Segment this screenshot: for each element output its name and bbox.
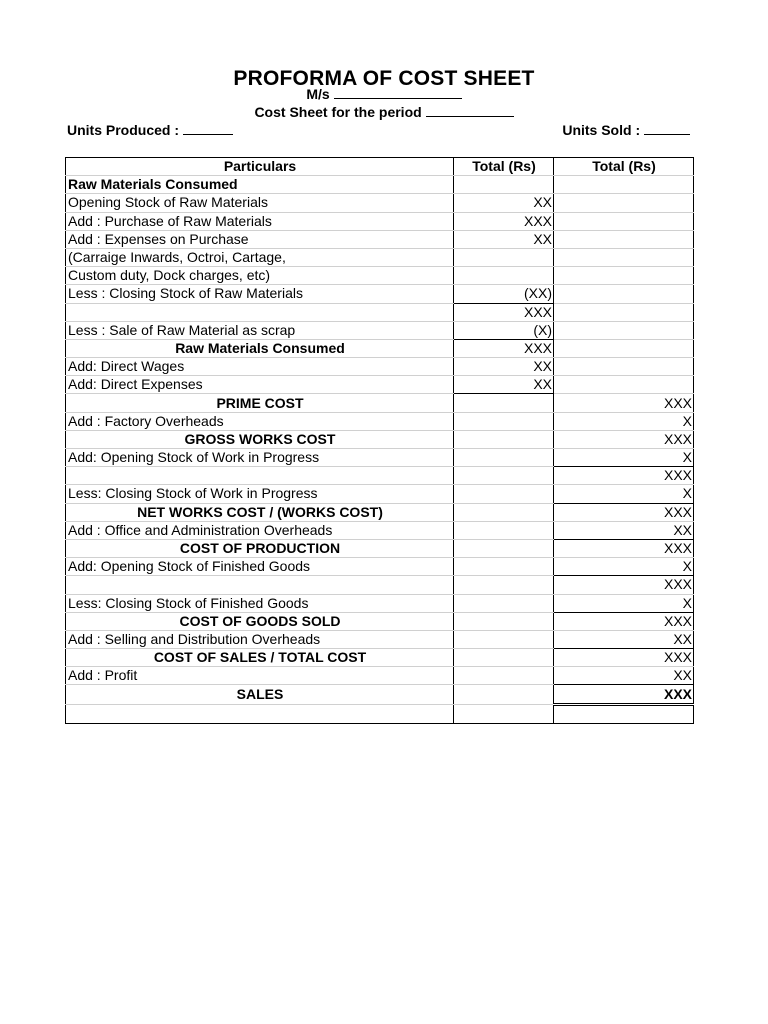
total-2-cell: XX	[554, 667, 694, 685]
total-2-cell: XXX	[554, 685, 694, 704]
table-row	[66, 176, 694, 194]
ms-label: M/s	[306, 86, 330, 102]
total-1-cell: XX	[454, 376, 554, 394]
total-1-cell: (X)	[454, 321, 554, 339]
total-2-cell: X	[554, 485, 694, 503]
table-row	[66, 685, 694, 704]
particulars-cell: COST OF PRODUCTION	[66, 539, 454, 557]
total-1-cell	[454, 612, 554, 630]
total-2-cell	[554, 230, 694, 248]
table-row	[66, 430, 694, 448]
particulars-cell	[66, 467, 454, 485]
particulars-cell: Less : Sale of Raw Material as scrap	[66, 321, 454, 339]
total-1-cell	[454, 685, 554, 704]
particulars-cell: Add : Profit	[66, 667, 454, 685]
total-1-cell	[454, 503, 554, 521]
units-sold	[562, 121, 690, 139]
total-2-cell: XXX	[554, 612, 694, 630]
total-2-cell: X	[554, 594, 694, 612]
header-total-1: Total (Rs)	[454, 158, 554, 176]
table-row	[66, 704, 694, 723]
total-2-cell	[554, 303, 694, 321]
ms-blank-line	[334, 86, 462, 99]
period-label: Cost Sheet for the period	[254, 104, 422, 120]
particulars-cell: Opening Stock of Raw Materials	[66, 194, 454, 212]
particulars-cell: Add : Factory Overheads	[66, 412, 454, 430]
particulars-cell: SALES	[66, 685, 454, 704]
table-row	[66, 285, 694, 303]
particulars-cell: Add: Direct Wages	[66, 358, 454, 376]
total-1-cell	[454, 649, 554, 667]
particulars-cell: Add: Opening Stock of Work in Progress	[66, 449, 454, 467]
total-2-cell: XXX	[554, 503, 694, 521]
table-row	[66, 449, 694, 467]
particulars-cell: COST OF SALES / TOTAL COST	[66, 649, 454, 667]
table-row	[66, 212, 694, 230]
header-total-2: Total (Rs)	[554, 158, 694, 176]
total-2-cell	[554, 267, 694, 285]
particulars-cell: Raw Materials Consumed	[66, 339, 454, 357]
table-row	[66, 358, 694, 376]
total-1-cell	[454, 248, 554, 266]
units-sold-blank-line	[644, 122, 690, 135]
total-1-cell	[454, 521, 554, 539]
particulars-cell	[66, 576, 454, 594]
total-2-cell	[554, 285, 694, 303]
total-2-cell: XXX	[554, 576, 694, 594]
total-2-cell	[554, 704, 694, 723]
total-2-cell: XXX	[554, 649, 694, 667]
total-1-cell	[454, 704, 554, 723]
table-row	[66, 503, 694, 521]
units-produced-blank-line	[183, 122, 233, 135]
total-1-cell	[454, 412, 554, 430]
particulars-cell: Less : Closing Stock of Raw Materials	[66, 285, 454, 303]
table-row	[66, 576, 694, 594]
total-1-cell: (XX)	[454, 285, 554, 303]
table-row	[66, 321, 694, 339]
period-line	[0, 103, 768, 121]
table-row	[66, 230, 694, 248]
particulars-cell: Add : Expenses on Purchase	[66, 230, 454, 248]
total-1-cell	[454, 449, 554, 467]
total-1-cell: XXX	[454, 212, 554, 230]
total-1-cell	[454, 267, 554, 285]
total-1-cell: XXX	[454, 303, 554, 321]
particulars-cell: Custom duty, Dock charges, etc)	[66, 267, 454, 285]
table-header-row	[66, 158, 694, 176]
total-1-cell	[454, 430, 554, 448]
total-1-cell	[454, 558, 554, 576]
total-2-cell	[554, 321, 694, 339]
total-2-cell	[554, 358, 694, 376]
particulars-cell: Add : Purchase of Raw Materials	[66, 212, 454, 230]
total-1-cell	[454, 539, 554, 557]
particulars-cell: Less: Closing Stock of Finished Goods	[66, 594, 454, 612]
table-row	[66, 303, 694, 321]
total-1-cell: XX	[454, 230, 554, 248]
particulars-cell: Raw Materials Consumed	[66, 176, 454, 194]
table-row	[66, 376, 694, 394]
particulars-cell: GROSS WORKS COST	[66, 430, 454, 448]
particulars-cell	[66, 303, 454, 321]
total-2-cell	[554, 194, 694, 212]
cost-sheet-table	[65, 157, 694, 724]
total-2-cell: XX	[554, 521, 694, 539]
total-1-cell: XX	[454, 358, 554, 376]
table-row	[66, 267, 694, 285]
total-2-cell: XXX	[554, 539, 694, 557]
period-blank-line	[426, 104, 514, 117]
units-sold-label: Units Sold :	[562, 122, 641, 138]
table-row	[66, 630, 694, 648]
total-2-cell	[554, 339, 694, 357]
total-2-cell: XX	[554, 630, 694, 648]
table-row	[66, 594, 694, 612]
total-2-cell	[554, 376, 694, 394]
table-row	[66, 394, 694, 412]
header-particulars: Particulars	[66, 158, 454, 176]
table-row	[66, 412, 694, 430]
total-2-cell: XXX	[554, 467, 694, 485]
particulars-cell: PRIME COST	[66, 394, 454, 412]
table-row	[66, 649, 694, 667]
particulars-cell: NET WORKS COST / (WORKS COST)	[66, 503, 454, 521]
total-2-cell: XXX	[554, 394, 694, 412]
table-row	[66, 339, 694, 357]
total-1-cell	[454, 630, 554, 648]
total-1-cell	[454, 176, 554, 194]
total-1-cell	[454, 594, 554, 612]
table-row	[66, 194, 694, 212]
table-row	[66, 558, 694, 576]
table-row	[66, 521, 694, 539]
particulars-cell: (Carraige Inwards, Octroi, Cartage,	[66, 248, 454, 266]
particulars-cell: Add : Selling and Distribution Overheads	[66, 630, 454, 648]
units-produced	[67, 121, 233, 139]
total-2-cell: XXX	[554, 430, 694, 448]
total-1-cell	[454, 485, 554, 503]
units-produced-label: Units Produced :	[67, 122, 180, 138]
particulars-cell	[66, 704, 454, 723]
particulars-cell: Add : Office and Administration Overheads	[66, 521, 454, 539]
total-1-cell: XXX	[454, 339, 554, 357]
total-1-cell	[454, 576, 554, 594]
total-1-cell: XX	[454, 194, 554, 212]
total-1-cell	[454, 667, 554, 685]
table-row	[66, 612, 694, 630]
table-row	[66, 667, 694, 685]
total-2-cell	[554, 176, 694, 194]
table-row	[66, 485, 694, 503]
table-row	[66, 539, 694, 557]
particulars-cell: COST OF GOODS SOLD	[66, 612, 454, 630]
total-1-cell	[454, 394, 554, 412]
ms-line	[0, 85, 768, 103]
table-row	[66, 467, 694, 485]
particulars-cell: Less: Closing Stock of Work in Progress	[66, 485, 454, 503]
particulars-cell: Add: Direct Expenses	[66, 376, 454, 394]
table-row	[66, 248, 694, 266]
total-2-cell	[554, 248, 694, 266]
total-2-cell: X	[554, 412, 694, 430]
page-title: PROFORMA OF COST SHEET	[233, 67, 535, 86]
total-2-cell: X	[554, 558, 694, 576]
particulars-cell: Add: Opening Stock of Finished Goods	[66, 558, 454, 576]
total-2-cell	[554, 212, 694, 230]
total-1-cell	[454, 467, 554, 485]
total-2-cell: X	[554, 449, 694, 467]
